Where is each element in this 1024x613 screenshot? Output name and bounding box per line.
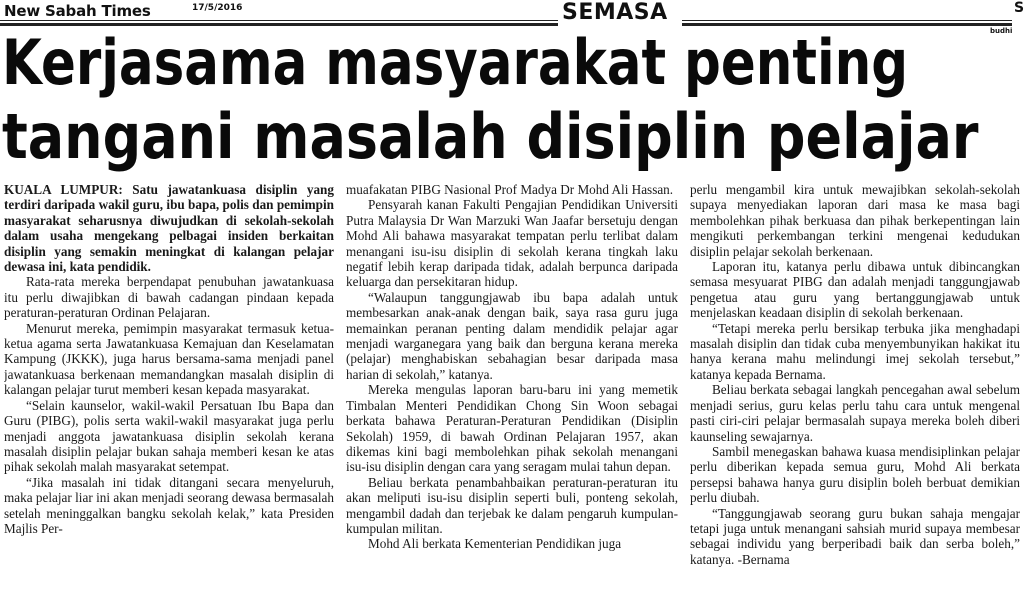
body-paragraph: Pensyarah kanan Fakulti Pengajian Pendidikan Universiti Putra Malaysia Dr Wan Marzuki Wan Jaafar bersetuju dengan Mohd Ali bahawa masyarakat tempatan perlu terlibat dalam menangani isu-isu disiplin di sekolah kerana tingkah laku negatif lebih kerap daripada tidak, adalah berpunca daripada keluarga dan persekitaran hidup.	[346, 197, 678, 290]
body-paragraph: Rata-rata mereka berpendapat penubuhan jawatankuasa itu perlu diwajibkan di bawah cadangan pindaan kepada peraturan-peraturan Ordinan Pelajaran.	[4, 274, 334, 321]
newspaper-name: New Sabah Times	[4, 2, 151, 20]
page-marker: S	[1014, 0, 1024, 16]
article-column-3	[690, 182, 1020, 613]
body-paragraph: “Tanggungjawab seorang guru bukan sahaja mengajar tetapi juga untuk menangani sahsiah murid supaya membesar sebagai individu yang berperibadi baik dan serba boleh,” katanya. -Bernama	[690, 505, 1020, 567]
article-column-2	[346, 182, 678, 613]
body-paragraph: Menurut mereka, pemimpin masyarakat termasuk ketua-ketua agama serta Jawatankuasa Kemajuan dan Keselamatan Kampung (JKKK), juga harus bersama-sama menjadi panel jawatankuasa berkenaan memandangkan masalah disiplin di kalangan pelajar turut memberi kesan kepada masyarakat.	[4, 320, 334, 398]
body-paragraph: Laporan itu, katanya perlu dibawa untuk dibincangkan semasa mesyuarat PIBG dan adalah menjadi tanggungjawab pengetua atau guru yang bertanggungjawab untuk menjelaskan keadaan disiplin di sekolah berkenaan.	[690, 259, 1020, 321]
body-paragraph: perlu mengambil kira untuk mewajibkan sekolah-sekolah supaya menyediakan laporan dari masa ke masa bagi membolehkan pihak berkuasa dan pihak berkepentingan lain mengikuti perkembangan terkini mengenai kedudukan disiplin pelajar sekolah berkenaan.	[690, 182, 1020, 259]
body-paragraph: Beliau berkata sebagai langkah pencegahan awal sebelum menjadi serius, guru kelas perlu tahu cara untuk mengenal pasti ciri-ciri pelajar bermasalah supaya mereka boleh diberi kaunseling sewajarnya.	[690, 382, 1020, 444]
byline: budhi	[990, 27, 1013, 35]
body-paragraph: Beliau berkata penambahbaikan peraturan-peraturan itu akan meliputi isu-isu disiplin seperti buli, ponteng sekolah, mengambil dadah dan terjebak ke dalam pengaruh kumpulan-kumpulan militan.	[346, 474, 678, 536]
article-column-1	[4, 182, 334, 613]
body-paragraph: Sambil menegaskan bahawa kuasa mendisiplinkan pelajar perlu diberikan kepada semua guru, Mohd Ali berkata persepsi bahawa hanya guru disiplin boleh berbuat demikian perlu diubah.	[690, 443, 1020, 506]
publication-date: 17/5/2016	[192, 3, 243, 13]
body-paragraph: “Walaupun tanggungjawab ibu bapa adalah untuk membesarkan anak-anak dengan baik, saya rasa guru juga memainkan peranan penting dalam mendidik pelajar agar menjadi warganegara yang baik dan berguna kerana mereka (pelajar) menghabiskan sebahagian besar daripada masa harian di sekolah,” katanya.	[346, 289, 678, 382]
lead-paragraph: KUALA LUMPUR: Satu jawatankuasa disiplin yang terdiri daripada wakil guru, ibu bapa, polis dan pemimpin masyarakat seharusnya diwujudkan di sekolah-sekolah dalam usaha mengekang pelbagai insiden berkaitan disiplin yang semakin meningkat di kalangan pelajar dewasa ini, kata pendidik.	[4, 182, 334, 275]
body-paragraph: muafakatan PIBG Nasional Prof Madya Dr Mohd Ali Hassan.	[346, 182, 674, 197]
body-paragraph: “Tetapi mereka perlu bersikap terbuka jika menghadapi masalah disiplin dan tidak cuba menyembunyikan hakikat itu hanya kerana mahu melindungi imej sekolah tersebut,” katanya kepada Bernama.	[690, 320, 1020, 382]
masthead	[0, 0, 1024, 35]
body-paragraph: “Jika masalah ini tidak ditangani secara menyeluruh, maka pelajar liar ini akan menjadi seorang dewasa bermasalah setelah meninggalkan bangku sekolah kelak,” kata Presiden Majlis Per-	[4, 474, 334, 536]
headline-line-1: Kerjasama masyarakat penting	[2, 26, 909, 99]
section-label: SEMASA	[562, 0, 668, 25]
body-paragraph: Mereka mengulas laporan baru-baru ini yang memetik Timbalan Menteri Pendidikan Chong Sin Woon sebagai berkata bahawa Peraturan-Peraturan Pendidikan (Disiplin Sekolah) 1959, di bawah Ordinan Pelajaran 1957, akan dikemas kini bagi membolehkan pihak sekolah menangani isu-isu disiplin dengan cara yang seragam mulai tahun depan.	[346, 382, 678, 475]
headline-line-2: tangani masalah disiplin pelajar	[2, 100, 979, 173]
body-paragraph: “Selain kaunselor, wakil-wakil Persatuan Ibu Bapa dan Guru (PIBG), polis serta wakil-wakil masyarakat juga perlu menjadi anggota jawatankuasa disiplin sekolah kerana masalah disiplin pelajar bukan sahaja memberi kesan ke atas pihak sekolah malah masyarakat setempat.	[4, 397, 334, 475]
body-paragraph: Mohd Ali berkata Kementerian Pendidikan juga	[368, 536, 622, 552]
